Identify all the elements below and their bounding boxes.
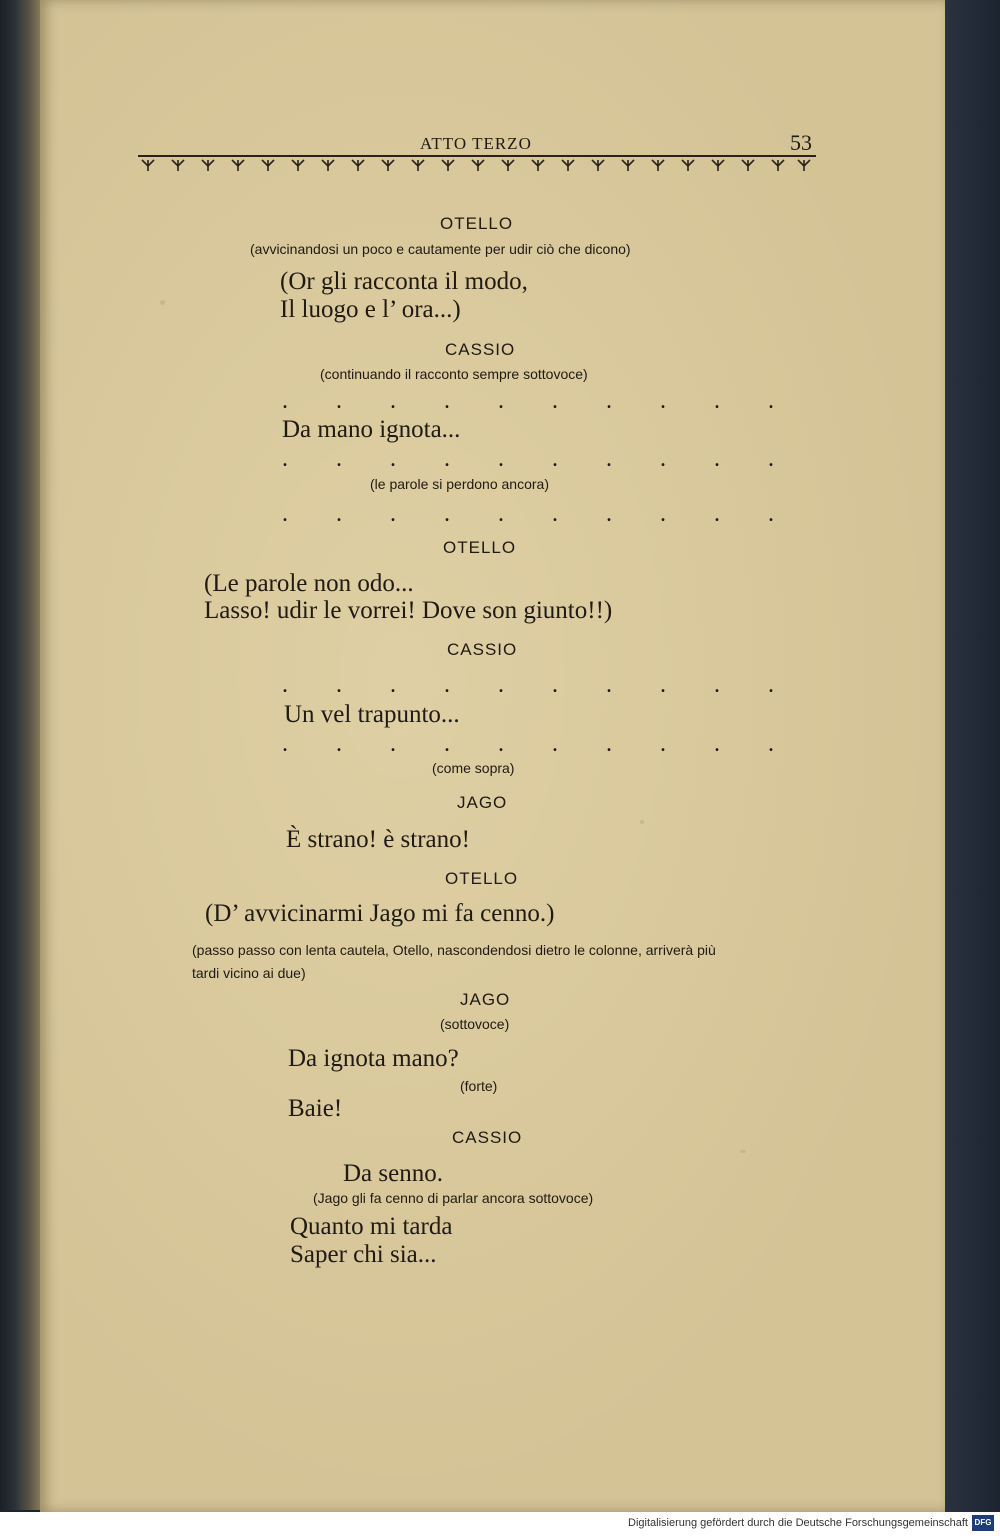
speaker-otello: OTELLO [445, 869, 519, 888]
running-header-title: ATTO TERZO [420, 134, 532, 153]
stage-direction: (forte) [460, 1078, 498, 1094]
stage-direction: (avvicinandosi un poco e cautamente per udir ciò che dicono) [250, 241, 631, 257]
header-ornament-rule [138, 155, 816, 175]
ellipsis-row: . . . . . . . . . . [282, 446, 795, 472]
speaker-otello: OTELLO [443, 538, 517, 557]
paper-speck [160, 300, 165, 305]
verse-line: Un vel trapunto... [284, 701, 460, 728]
stage-direction: (continuando il racconto sempre sottovoce) [320, 366, 588, 382]
stage-direction: (sottovoce) [440, 1016, 510, 1032]
paper-speck [740, 1150, 746, 1153]
book-binding-edge [0, 0, 42, 1510]
verse-line: Da ignota mano? [288, 1045, 459, 1072]
verse-line: Da mano ignota... [282, 416, 461, 443]
speaker-cassio: CASSIO [445, 340, 516, 359]
page-number: 53 [790, 130, 812, 155]
ellipsis-row: . . . . . . . . . . [282, 388, 795, 414]
verse-line: Baie! [288, 1095, 343, 1122]
verse-line: (D’ avvicinarmi Jago mi fa cenno.) [205, 900, 555, 927]
stage-direction: tardi vicino ai due) [192, 965, 306, 981]
speaker-otello: OTELLO [440, 214, 514, 233]
verse-line: Da senno. [343, 1160, 443, 1187]
dark-background-right [945, 0, 1000, 1512]
verse-line: (Le parole non odo... [204, 570, 414, 597]
stage-direction: (come sopra) [432, 760, 515, 776]
verse-line: Saper chi sia... [290, 1241, 437, 1268]
paper-speck [640, 820, 644, 824]
stage-direction: (Jago gli fa cenno di parlar ancora sottovoce) [313, 1190, 594, 1206]
verse-line: Il luogo e l’ ora...) [280, 296, 461, 323]
speaker-cassio: CASSIO [447, 640, 518, 659]
ellipsis-row: . . . . . . . . . . [282, 501, 795, 527]
ellipsis-row: . . . . . . . . . . [282, 672, 795, 698]
verse-line: È strano! è strano! [286, 826, 470, 853]
dfg-logo: DFG [972, 1515, 994, 1531]
stage-direction: (passo passo con lenta cautela, Otello, nascondendosi dietro le colonne, arriverà più [192, 942, 716, 958]
verse-line: Quanto mi tarda [290, 1213, 453, 1240]
funding-credit: Digitalisierung gefördert durch die Deutsche Forschungsgemeinschaft [628, 1517, 968, 1529]
speaker-jago: JAGO [460, 990, 511, 1009]
speaker-cassio: CASSIO [452, 1128, 523, 1147]
verse-line: Lasso! udir le vorrei! Dove son giunto!!) [204, 597, 613, 624]
stage-direction: (le parole si perdono ancora) [370, 476, 549, 492]
ornament-pattern [138, 158, 816, 174]
speaker-jago: JAGO [457, 793, 508, 812]
ellipsis-row: . . . . . . . . . . [282, 731, 795, 757]
verse-line: (Or gli racconta il modo, [280, 268, 528, 295]
